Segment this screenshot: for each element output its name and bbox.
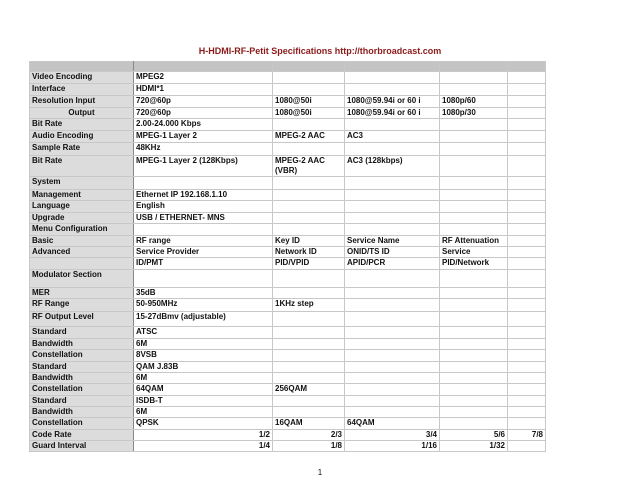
row-label: Output [30, 108, 134, 119]
cell-value: Ethernet IP 192.168.1.10 [134, 190, 273, 201]
cell-value [440, 396, 508, 407]
cell-value [508, 350, 546, 362]
cell-value [440, 339, 508, 350]
cell-value [508, 108, 546, 119]
row-label: MER [30, 288, 134, 299]
cell-value: 1/8 [273, 441, 345, 452]
row-label: Basic [30, 236, 134, 247]
cell-value [345, 84, 440, 96]
table-row [30, 143, 546, 156]
table-row [30, 177, 546, 190]
table-row [30, 96, 546, 108]
cell-value [134, 270, 273, 288]
cell-value: 1080p/30 [440, 108, 508, 119]
cell-value [508, 384, 546, 396]
cell-value: AC3 [345, 131, 440, 143]
cell-value: 16QAM [273, 418, 345, 430]
table-row [30, 270, 546, 288]
table-row [30, 213, 546, 224]
cell-value: QPSK [134, 418, 273, 430]
table-row [30, 119, 546, 131]
cell-value [273, 270, 345, 288]
cell-value [273, 312, 345, 327]
cell-value: Network ID [273, 247, 345, 258]
table-row [30, 396, 546, 407]
cell-value [508, 84, 546, 96]
row-label: Constellation [30, 418, 134, 430]
cell-value [508, 441, 546, 452]
cell-value: USB / ETHERNET- MNS [134, 213, 273, 224]
cell-value [345, 396, 440, 407]
cell-value [508, 119, 546, 131]
cell-value [508, 190, 546, 201]
cell-value: 2/3 [273, 430, 345, 441]
cell-value [345, 270, 440, 288]
cell-value [440, 327, 508, 339]
cell-value: RF Attenuation [440, 236, 508, 247]
cell-value [440, 119, 508, 131]
cell-value: 6M [134, 407, 273, 418]
cell-value [345, 373, 440, 384]
table-row [30, 258, 546, 270]
cell-value [440, 270, 508, 288]
cell-value [273, 362, 345, 373]
cell-value: MPEG-2 AAC (VBR) [273, 156, 345, 177]
cell-value [345, 119, 440, 131]
cell-value [440, 362, 508, 373]
cell-value [273, 72, 345, 84]
table-row [30, 108, 546, 119]
cell-value: 6M [134, 373, 273, 384]
table-row [30, 190, 546, 201]
cell-value [440, 312, 508, 327]
cell-value [508, 362, 546, 373]
row-label: Video Encoding [30, 72, 134, 84]
table-row [30, 224, 546, 236]
cell-value [508, 213, 546, 224]
cell-value [508, 258, 546, 270]
cell-value [273, 396, 345, 407]
cell-value [345, 288, 440, 299]
cell-value: 15-27dBmv (adjustable) [134, 312, 273, 327]
row-label: Management [30, 190, 134, 201]
cell-value: 1/32 [440, 441, 508, 452]
cell-value [508, 236, 546, 247]
row-label: Bandwidth [30, 373, 134, 384]
cell-value [273, 119, 345, 131]
cell-value: 64QAM [134, 384, 273, 396]
cell-value: MPEG-2 AAC [273, 131, 345, 143]
cell-value [273, 84, 345, 96]
cell-value [508, 418, 546, 430]
cell-value [440, 373, 508, 384]
cell-value [440, 418, 508, 430]
row-label: Standard [30, 362, 134, 373]
table-row [30, 362, 546, 373]
cell-value [440, 201, 508, 213]
cell-value [508, 373, 546, 384]
cell-value [508, 247, 546, 258]
cell-value: HDMI*1 [134, 84, 273, 96]
cell-value [440, 143, 508, 156]
cell-value [440, 72, 508, 84]
cell-value [345, 384, 440, 396]
table-row [30, 247, 546, 258]
row-label: RF Range [30, 299, 134, 312]
row-label: Constellation [30, 384, 134, 396]
cell-value [273, 213, 345, 224]
cell-value [345, 177, 440, 190]
cell-value: 1080p/60 [440, 96, 508, 108]
row-label: Modulator Section [30, 270, 134, 288]
cell-value: QAM J.83B [134, 362, 273, 373]
cell-value [440, 299, 508, 312]
cell-value [345, 143, 440, 156]
cell-value [345, 327, 440, 339]
row-label: Advanced [30, 247, 134, 258]
table-row [30, 84, 546, 96]
cell-value [508, 131, 546, 143]
cell-value [345, 201, 440, 213]
cell-value: ID/PMT [134, 258, 273, 270]
table-row [30, 350, 546, 362]
cell-value [508, 96, 546, 108]
row-label: Code Rate [30, 430, 134, 441]
row-label: Upgrade [30, 213, 134, 224]
cell-value [440, 288, 508, 299]
cell-value [345, 350, 440, 362]
cell-value [134, 177, 273, 190]
cell-value [273, 350, 345, 362]
row-label [30, 258, 134, 270]
cell-value [273, 339, 345, 350]
cell-value [440, 177, 508, 190]
table-header-row [30, 62, 546, 72]
cell-value [440, 190, 508, 201]
cell-value: Service Provider [134, 247, 273, 258]
table-row [30, 418, 546, 430]
cell-value: 1080@59.94i or 60 i [345, 108, 440, 119]
cell-value [508, 327, 546, 339]
cell-value: AC3 (128kbps) [345, 156, 440, 177]
cell-value [508, 299, 546, 312]
cell-value: 1080@50i [273, 96, 345, 108]
cell-value [440, 224, 508, 236]
cell-value [508, 156, 546, 177]
cell-value: RF range [134, 236, 273, 247]
row-label: Standard [30, 327, 134, 339]
cell-value [345, 224, 440, 236]
cell-value [440, 350, 508, 362]
cell-value [440, 407, 508, 418]
row-label: Sample Rate [30, 143, 134, 156]
cell-value: 7/8 [508, 430, 546, 441]
cell-value [273, 201, 345, 213]
cell-value [345, 339, 440, 350]
cell-value [345, 72, 440, 84]
cell-value: 6M [134, 339, 273, 350]
cell-value [508, 224, 546, 236]
table-row [30, 156, 546, 177]
table-row [30, 441, 546, 452]
table-row [30, 201, 546, 213]
cell-value: ONID/TS ID [345, 247, 440, 258]
cell-value: 1KHz step [273, 299, 345, 312]
cell-value [273, 327, 345, 339]
table-row [30, 131, 546, 143]
cell-value [273, 224, 345, 236]
cell-value: 2.00-24.000 Kbps [134, 119, 273, 131]
cell-value [273, 288, 345, 299]
cell-value [440, 384, 508, 396]
cell-value: ISDB-T [134, 396, 273, 407]
cell-value [134, 224, 273, 236]
cell-value: 48KHz [134, 143, 273, 156]
cell-value [345, 362, 440, 373]
table-row [30, 327, 546, 339]
cell-value: 1/2 [134, 430, 273, 441]
row-label: Language [30, 201, 134, 213]
page-number: 1 [317, 468, 323, 477]
cell-value [273, 143, 345, 156]
row-label: Interface [30, 84, 134, 96]
cell-value [345, 213, 440, 224]
row-label: Menu Configuration [30, 224, 134, 236]
cell-value [440, 156, 508, 177]
document-title: H-HDMI-RF-Petit Specifications http://thorbroadcast.com [198, 46, 442, 56]
table-row [30, 373, 546, 384]
table-row [30, 236, 546, 247]
cell-value [508, 72, 546, 84]
table-row [30, 430, 546, 441]
cell-value: 1080@59.94i or 60 i [345, 96, 440, 108]
row-label: Bandwidth [30, 407, 134, 418]
table-row [30, 312, 546, 327]
row-label: Constellation [30, 350, 134, 362]
cell-value [508, 312, 546, 327]
cell-value: 5/6 [440, 430, 508, 441]
row-label: RF Output Level [30, 312, 134, 327]
cell-value: Key ID [273, 236, 345, 247]
cell-value: PID/VPID [273, 258, 345, 270]
cell-value: 8VSB [134, 350, 273, 362]
row-label: Bit Rate [30, 119, 134, 131]
table-row [30, 339, 546, 350]
cell-value [345, 407, 440, 418]
row-label: Bandwidth [30, 339, 134, 350]
table-row [30, 407, 546, 418]
cell-value [273, 177, 345, 190]
cell-value [508, 270, 546, 288]
table-row [30, 288, 546, 299]
cell-value: 3/4 [345, 430, 440, 441]
cell-value [440, 213, 508, 224]
cell-value: MPEG2 [134, 72, 273, 84]
cell-value [508, 201, 546, 213]
cell-value: MPEG-1 Layer 2 (128Kbps) [134, 156, 273, 177]
table-row [30, 299, 546, 312]
table-row [30, 72, 546, 84]
cell-value [508, 407, 546, 418]
row-label: Guard Interval [30, 441, 134, 452]
row-label: Audio Encoding [30, 131, 134, 143]
cell-value [508, 396, 546, 407]
cell-value: English [134, 201, 273, 213]
cell-value: 1080@50i [273, 108, 345, 119]
cell-value [440, 131, 508, 143]
cell-value: 720@60p [134, 96, 273, 108]
cell-value [508, 143, 546, 156]
cell-value [273, 190, 345, 201]
cell-value: 50-950MHz [134, 299, 273, 312]
cell-value: 1/4 [134, 441, 273, 452]
cell-value [508, 339, 546, 350]
cell-value: 1/16 [345, 441, 440, 452]
cell-value: 64QAM [345, 418, 440, 430]
cell-value [273, 373, 345, 384]
cell-value: MPEG-1 Layer 2 [134, 131, 273, 143]
cell-value: Service [440, 247, 508, 258]
cell-value [440, 84, 508, 96]
cell-value [345, 190, 440, 201]
cell-value: PID/Network [440, 258, 508, 270]
cell-value [508, 177, 546, 190]
cell-value: Service Name [345, 236, 440, 247]
row-label: Resolution Input [30, 96, 134, 108]
cell-value [345, 312, 440, 327]
cell-value [508, 288, 546, 299]
cell-value [345, 299, 440, 312]
spec-table [29, 61, 546, 452]
row-label: System [30, 177, 134, 190]
row-label: Standard [30, 396, 134, 407]
cell-value: 720@60p [134, 108, 273, 119]
cell-value: APID/PCR [345, 258, 440, 270]
row-label: Bit Rate [30, 156, 134, 177]
cell-value: ATSC [134, 327, 273, 339]
cell-value: 256QAM [273, 384, 345, 396]
cell-value: 35dB [134, 288, 273, 299]
table-row [30, 384, 546, 396]
cell-value [273, 407, 345, 418]
